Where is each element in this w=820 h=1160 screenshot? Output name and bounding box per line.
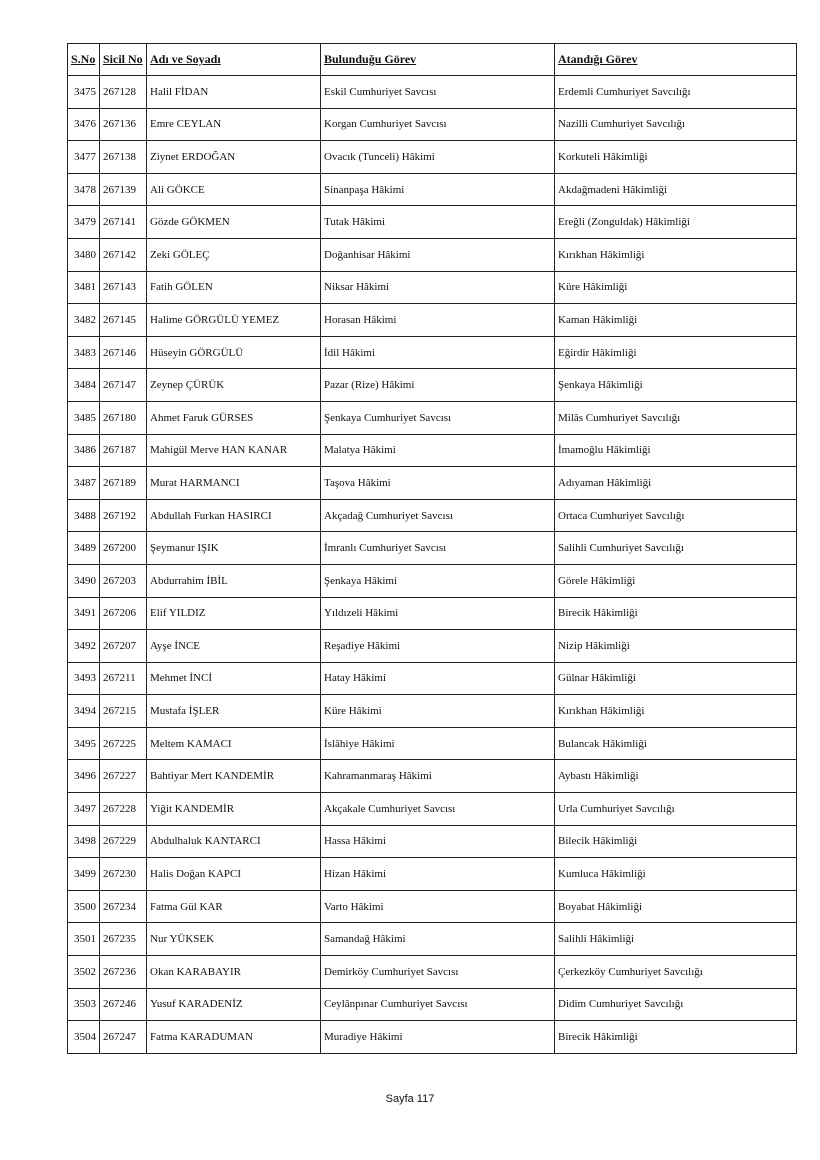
cell-name: Mahigül Merve HAN KANAR (147, 434, 321, 467)
cell-current-position: Hatay Hâkimi (321, 662, 555, 695)
cell-name: Nur YÜKSEK (147, 923, 321, 956)
cell-sno: 3481 (68, 271, 100, 304)
table-row (68, 760, 797, 793)
cell-sno: 3479 (68, 206, 100, 239)
cell-name: Gözde GÖKMEN (147, 206, 321, 239)
cell-sicil: 267206 (100, 597, 147, 630)
table-row (68, 336, 797, 369)
cell-sno: 3480 (68, 238, 100, 271)
cell-name: Ziynet ERDOĞAN (147, 141, 321, 174)
cell-assigned-position: Salihli Hâkimliği (555, 923, 797, 956)
table-row (68, 597, 797, 630)
cell-assigned-position: Gülnar Hâkimliği (555, 662, 797, 695)
cell-sno: 3495 (68, 727, 100, 760)
cell-current-position: Ovacık (Tunceli) Hâkimi (321, 141, 555, 174)
cell-name: Meltem KAMACI (147, 727, 321, 760)
cell-sicil: 267136 (100, 108, 147, 141)
cell-name: Hüseyin GÖRGÜLÜ (147, 336, 321, 369)
cell-current-position: Yıldızeli Hâkimi (321, 597, 555, 630)
cell-sicil: 267146 (100, 336, 147, 369)
cell-sno: 3492 (68, 630, 100, 663)
cell-sicil: 267203 (100, 564, 147, 597)
cell-sicil: 267145 (100, 304, 147, 337)
table-row (68, 1021, 797, 1054)
cell-current-position: Hassa Hâkimi (321, 825, 555, 858)
cell-assigned-position: Akdağmadeni Hâkimliği (555, 173, 797, 206)
cell-current-position: Niksar Hâkimi (321, 271, 555, 304)
table-row (68, 695, 797, 728)
table-row (68, 467, 797, 500)
cell-sno: 3497 (68, 793, 100, 826)
table-row (68, 369, 797, 402)
cell-current-position: Pazar (Rize) Hâkimi (321, 369, 555, 402)
cell-assigned-position: Eğirdir Hâkimliği (555, 336, 797, 369)
cell-sicil: 267142 (100, 238, 147, 271)
cell-current-position: Varto Hâkimi (321, 890, 555, 923)
cell-assigned-position: Didim Cumhuriyet Savcılığı (555, 988, 797, 1021)
cell-current-position: Taşova Hâkimi (321, 467, 555, 500)
cell-assigned-position: Adıyaman Hâkimliği (555, 467, 797, 500)
cell-current-position: Samandağ Hâkimi (321, 923, 555, 956)
cell-name: Halis Doğan KAPCI (147, 858, 321, 891)
cell-name: Halime GÖRGÜLÜ YEMEZ (147, 304, 321, 337)
cell-assigned-position: Çerkezköy Cumhuriyet Savcılığı (555, 956, 797, 989)
cell-assigned-position: İmamoğlu Hâkimliği (555, 434, 797, 467)
table-row (68, 890, 797, 923)
cell-current-position: İmranlı Cumhuriyet Savcısı (321, 532, 555, 565)
cell-name: Emre CEYLAN (147, 108, 321, 141)
cell-assigned-position: Korkuteli Hâkimliği (555, 141, 797, 174)
cell-name: Ayşe İNCE (147, 630, 321, 663)
cell-sno: 3483 (68, 336, 100, 369)
cell-assigned-position: Erdemli Cumhuriyet Savcılığı (555, 76, 797, 109)
cell-assigned-position: Kırıkhan Hâkimliği (555, 695, 797, 728)
cell-assigned-position: Ortaca Cumhuriyet Savcılığı (555, 499, 797, 532)
table-row (68, 956, 797, 989)
cell-assigned-position: Urla Cumhuriyet Savcılığı (555, 793, 797, 826)
cell-current-position: Akçakale Cumhuriyet Savcısı (321, 793, 555, 826)
cell-assigned-position: Bilecik Hâkimliği (555, 825, 797, 858)
cell-sicil: 267192 (100, 499, 147, 532)
cell-name: Okan KARABAYIR (147, 956, 321, 989)
table-row (68, 858, 797, 891)
cell-current-position: Malatya Hâkimi (321, 434, 555, 467)
cell-assigned-position: Görele Hâkimliği (555, 564, 797, 597)
cell-current-position: Küre Hâkimi (321, 695, 555, 728)
header-sicil: Sicil No (100, 44, 147, 76)
table-row (68, 825, 797, 858)
cell-current-position: Korgan Cumhuriyet Savcısı (321, 108, 555, 141)
table-row (68, 630, 797, 663)
cell-name: Mehmet İNCİ (147, 662, 321, 695)
table-row (68, 923, 797, 956)
cell-assigned-position: Kumluca Hâkimliği (555, 858, 797, 891)
cell-sicil: 267215 (100, 695, 147, 728)
cell-current-position: Reşadiye Hâkimi (321, 630, 555, 663)
table-row (68, 108, 797, 141)
cell-name: Yiğit KANDEMİR (147, 793, 321, 826)
cell-assigned-position: Salihli Cumhuriyet Savcılığı (555, 532, 797, 565)
cell-sno: 3478 (68, 173, 100, 206)
cell-assigned-position: Aybastı Hâkimliği (555, 760, 797, 793)
cell-assigned-position: Bulancak Hâkimliği (555, 727, 797, 760)
cell-sicil: 267225 (100, 727, 147, 760)
cell-sno: 3482 (68, 304, 100, 337)
table-header-row (68, 44, 797, 76)
table-row (68, 206, 797, 239)
table-row (68, 988, 797, 1021)
table-row (68, 564, 797, 597)
cell-name: Fatma KARADUMAN (147, 1021, 321, 1054)
table-row (68, 401, 797, 434)
cell-name: Abdulhaluk KANTARCI (147, 825, 321, 858)
cell-current-position: Tutak Hâkimi (321, 206, 555, 239)
table-row (68, 271, 797, 304)
cell-sno: 3500 (68, 890, 100, 923)
cell-sno: 3491 (68, 597, 100, 630)
cell-sno: 3489 (68, 532, 100, 565)
cell-assigned-position: Şenkaya Hâkimliği (555, 369, 797, 402)
cell-sicil: 267200 (100, 532, 147, 565)
cell-name: Mustafa İŞLER (147, 695, 321, 728)
cell-sicil: 267187 (100, 434, 147, 467)
cell-sno: 3503 (68, 988, 100, 1021)
cell-sicil: 267147 (100, 369, 147, 402)
cell-current-position: Hizan Hâkimi (321, 858, 555, 891)
cell-sicil: 267139 (100, 173, 147, 206)
cell-assigned-position: Ereğli (Zonguldak) Hâkimliği (555, 206, 797, 239)
cell-assigned-position: Kaman Hâkimliği (555, 304, 797, 337)
header-name: Adı ve Soyadı (147, 44, 321, 76)
cell-assigned-position: Milâs Cumhuriyet Savcılığı (555, 401, 797, 434)
cell-sno: 3504 (68, 1021, 100, 1054)
cell-sicil: 267246 (100, 988, 147, 1021)
cell-name: Halil FİDAN (147, 76, 321, 109)
header-current-position: Bulunduğu Görev (321, 44, 555, 76)
cell-name: Elif YILDIZ (147, 597, 321, 630)
cell-sno: 3484 (68, 369, 100, 402)
cell-sno: 3498 (68, 825, 100, 858)
table-row (68, 76, 797, 109)
cell-current-position: Horasan Hâkimi (321, 304, 555, 337)
cell-sno: 3486 (68, 434, 100, 467)
cell-current-position: Şenkaya Cumhuriyet Savcısı (321, 401, 555, 434)
table-row (68, 173, 797, 206)
cell-name: Zeynep ÇÜRÜK (147, 369, 321, 402)
cell-sno: 3488 (68, 499, 100, 532)
cell-name: Bahtiyar Mert KANDEMİR (147, 760, 321, 793)
table-row (68, 532, 797, 565)
cell-current-position: Kahramanmaraş Hâkimi (321, 760, 555, 793)
table-row (68, 793, 797, 826)
cell-assigned-position: Boyabat Hâkimliği (555, 890, 797, 923)
cell-assigned-position: Birecik Hâkimliği (555, 597, 797, 630)
cell-sicil: 267228 (100, 793, 147, 826)
header-assigned-position: Atandığı Görev (555, 44, 797, 76)
cell-sicil: 267189 (100, 467, 147, 500)
cell-assigned-position: Nazilli Cumhuriyet Savcılığı (555, 108, 797, 141)
table-row (68, 304, 797, 337)
cell-sicil: 267143 (100, 271, 147, 304)
table-body (68, 76, 797, 1054)
cell-sno: 3493 (68, 662, 100, 695)
cell-name: Fatma Gül KAR (147, 890, 321, 923)
cell-assigned-position: Birecik Hâkimliği (555, 1021, 797, 1054)
cell-sno: 3485 (68, 401, 100, 434)
cell-sno: 3496 (68, 760, 100, 793)
cell-sno: 3475 (68, 76, 100, 109)
cell-sicil: 267180 (100, 401, 147, 434)
header-sno: S.No (68, 44, 100, 76)
cell-sicil: 267236 (100, 956, 147, 989)
cell-name: Abdurrahim İBİL (147, 564, 321, 597)
cell-assigned-position: Küre Hâkimliği (555, 271, 797, 304)
cell-current-position: Ceylânpınar Cumhuriyet Savcısı (321, 988, 555, 1021)
cell-name: Ahmet Faruk GÜRSES (147, 401, 321, 434)
cell-sicil: 267138 (100, 141, 147, 174)
cell-sno: 3501 (68, 923, 100, 956)
table-row (68, 662, 797, 695)
cell-current-position: İslâhiye Hâkimi (321, 727, 555, 760)
table-row (68, 499, 797, 532)
table-row (68, 238, 797, 271)
cell-name: Ali GÖKCE (147, 173, 321, 206)
cell-current-position: Doğanhisar Hâkimi (321, 238, 555, 271)
cell-sicil: 267211 (100, 662, 147, 695)
cell-sno: 3494 (68, 695, 100, 728)
cell-assigned-position: Nizip Hâkimliği (555, 630, 797, 663)
cell-sno: 3476 (68, 108, 100, 141)
cell-current-position: Akçadağ Cumhuriyet Savcısı (321, 499, 555, 532)
cell-current-position: İdil Hâkimi (321, 336, 555, 369)
cell-current-position: Muradiye Hâkimi (321, 1021, 555, 1054)
cell-name: Fatih GÖLEN (147, 271, 321, 304)
cell-sno: 3487 (68, 467, 100, 500)
cell-sicil: 267229 (100, 825, 147, 858)
table-row (68, 727, 797, 760)
assignment-table (67, 43, 797, 1054)
cell-sicil: 267247 (100, 1021, 147, 1054)
cell-name: Abdullah Furkan HASIRCI (147, 499, 321, 532)
cell-sicil: 267141 (100, 206, 147, 239)
cell-name: Şeymanur IŞIK (147, 532, 321, 565)
cell-assigned-position: Kırıkhan Hâkimliği (555, 238, 797, 271)
cell-current-position: Sinanpaşa Hâkimi (321, 173, 555, 206)
cell-sicil: 267235 (100, 923, 147, 956)
cell-name: Yusuf KARADENİZ (147, 988, 321, 1021)
cell-name: Zeki GÖLEÇ (147, 238, 321, 271)
cell-sicil: 267227 (100, 760, 147, 793)
cell-name: Murat HARMANCI (147, 467, 321, 500)
cell-current-position: Şenkaya Hâkimi (321, 564, 555, 597)
cell-current-position: Demirköy Cumhuriyet Savcısı (321, 956, 555, 989)
table-row (68, 141, 797, 174)
cell-sicil: 267207 (100, 630, 147, 663)
cell-sno: 3502 (68, 956, 100, 989)
cell-sno: 3490 (68, 564, 100, 597)
cell-sno: 3477 (68, 141, 100, 174)
cell-sno: 3499 (68, 858, 100, 891)
page-number: Sayfa 117 (385, 1093, 435, 1105)
cell-sicil: 267234 (100, 890, 147, 923)
cell-current-position: Eskil Cumhuriyet Savcısı (321, 76, 555, 109)
cell-sicil: 267128 (100, 76, 147, 109)
table-row (68, 434, 797, 467)
cell-sicil: 267230 (100, 858, 147, 891)
